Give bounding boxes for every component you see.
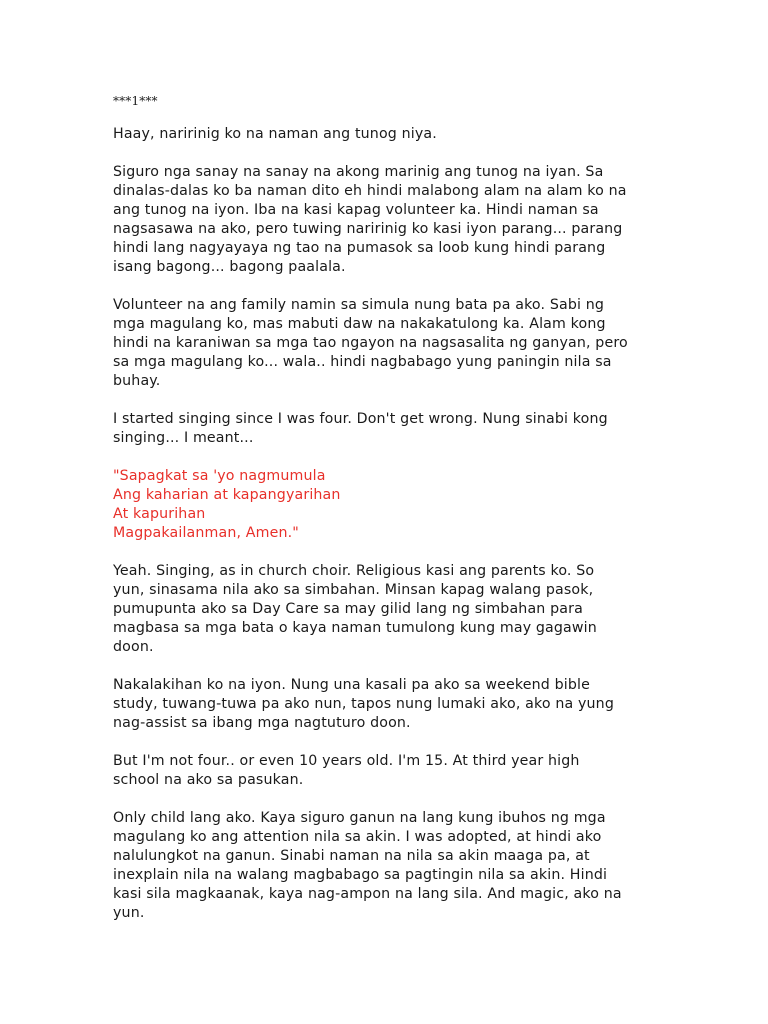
paragraph-4: I started singing since I was four. Don't get wrong. Nung sinabi kong singing... I meant... [113,411,608,446]
paragraph-8: But I'm not four.. or even 10 years old. I'm 15. At third year high school na ako sa pasukan. [113,753,580,788]
song-lyrics: "Sapagkat sa 'yo nagmumula Ang kaharian at kapangyarihan At kapurihan Magpakailanman, Amen." [113,468,341,541]
paragraph-6: Yeah. Singing, as in church choir. Religious kasi ang parents ko. So yun, sinasama nila ako sa simbahan. Minsan kapag walang pasok, pumupunta ako sa Day Care sa may gilid lang ng simbahan para magbasa sa mga bata o kaya naman tumulong kung may gagawin doon. [113,563,597,655]
paragraph-9: Only child lang ako. Kaya siguro ganun na lang kung ibuhos ng mga magulang ko ang attention nila sa akin. I was adopted, at hindi ako nalulungkot na ganun. Sinabi naman na nila sa akin maaga pa, at inexplain nila na walang magbabago sa pagtingin nila sa akin. Hindi kasi sila magkaanak, kaya nag-ampon na lang sila. And magic, ako na yun. [113,810,622,921]
paragraph-3: Volunteer na ang family namin sa simula nung bata pa ako. Sabi ng mga magulang ko, mas mabuti daw na nakakatulong ka. Alam kong hindi na karaniwan sa mga tao ngayon na nagsasalita ng ganyan, pero sa mga magulang ko... wala.. hindi nagbabago yung paningin nila sa buhay. [113,297,628,389]
paragraph-1: Haay, naririnig ko na naman ang tunog niya. [113,126,437,142]
chapter-marker: ***1*** [113,94,158,108]
paragraph-7: Nakalakihan ko na iyon. Nung una kasali pa ako sa weekend bible study, tuwang-tuwa pa ako nun, tapos nung lumaki ako, ako na yung nag-assist sa ibang mga nagtuturo doon. [113,677,614,731]
story-text [113,92,658,942]
paragraph-2: Siguro nga sanay na sanay na akong marinig ang tunog na iyan. Sa dinalas-dalas ko ba naman dito eh hindi malabong alam na alam ko na ang tunog na iyon. Iba na kasi kapag volunteer ka. Hindi naman sa nagsasawa na ako, pero tuwing naririnig ko kasi iyon parang... parang hindi lang nagyayaya ng tao na pumasok sa loob kung hindi parang isang bagong... bagong paalala. [113,164,627,275]
